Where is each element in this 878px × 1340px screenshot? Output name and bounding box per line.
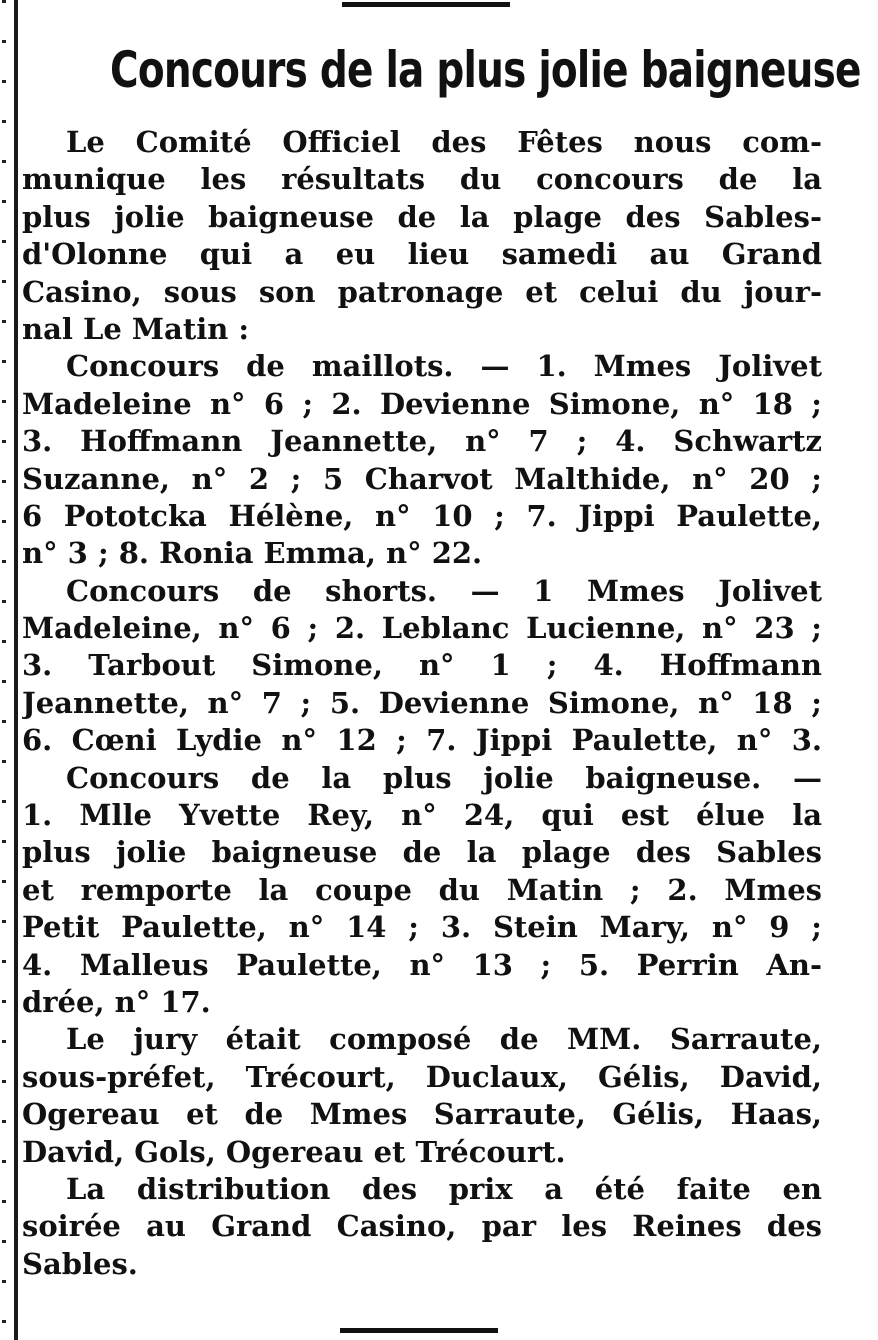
- text-line: d'Olonne qui a eu lieu samedi au Grand: [22, 237, 822, 272]
- text-line: La distribution des prix a été faite en: [66, 1171, 822, 1206]
- text-line: 3. Tarbout Simone, n° 1 ; 4. Hoffmann: [22, 648, 822, 683]
- text-line: drée, n° 17.: [22, 984, 211, 1019]
- text-line: Madeleine, n° 6 ; 2. Leblanc Lucienne, n° 23 ;: [22, 611, 822, 646]
- text-line: plus jolie baigneuse de la plage des Sables: [22, 835, 822, 870]
- paragraph-distribution: [22, 1171, 822, 1283]
- text-line: Petit Paulette, n° 14 ; 3. Stein Mary, n° 9 ;: [22, 910, 822, 945]
- paragraph-maillots: [22, 348, 822, 572]
- text-line: Concours de la plus jolie baigneuse. —: [66, 760, 822, 795]
- text-line: Le jury était composé de MM. Sarraute,: [66, 1022, 822, 1057]
- text-line: Jeannette, n° 7 ; 5. Devienne Simone, n° 18 ;: [22, 685, 822, 720]
- margin-dots: [2, 0, 6, 1340]
- text-line: 6 Pototcka Hélène, n° 10 ; 7. Jippi Paulette,: [22, 498, 822, 533]
- text-line: 1. Mlle Yvette Rey, n° 24, qui est élue la: [22, 798, 822, 833]
- headline: Concours de la plus jolie baigneuse: [110, 41, 861, 99]
- top-separator-rule: [342, 2, 510, 7]
- column-rule: [14, 0, 18, 1340]
- paragraph-intro: [22, 124, 822, 348]
- text-line: Ogereau et de Mmes Sarraute, Gélis, Haas,: [22, 1097, 822, 1132]
- article-body: [22, 124, 822, 1283]
- text-line: Sables.: [22, 1246, 138, 1281]
- text-line: David, Gols, Ogereau et Trécourt.: [22, 1134, 566, 1169]
- bottom-separator-rule: [340, 1328, 498, 1333]
- text-line: Suzanne, n° 2 ; 5 Charvot Malthide, n° 20 ;: [22, 461, 822, 496]
- text-line: et remporte la coupe du Matin ; 2. Mmes: [22, 872, 822, 907]
- text-line: nal Le Matin :: [22, 311, 250, 346]
- paragraph-baigneuse: [22, 760, 822, 1022]
- paragraph-shorts: [22, 573, 822, 760]
- text-line: Concours de shorts. — 1 Mmes Jolivet: [66, 573, 822, 608]
- text-line: 6. Cœni Lydie n° 12 ; 7. Jippi Paulette, n° 3.: [22, 723, 822, 758]
- text-line: n° 3 ; 8. Ronia Emma, n° 22.: [22, 536, 483, 571]
- text-line: 3. Hoffmann Jeannette, n° 7 ; 4. Schwartz: [22, 424, 822, 459]
- text-line: sous-préfet, Trécourt, Duclaux, Gélis, David,: [22, 1059, 822, 1094]
- text-line: plus jolie baigneuse de la plage des Sables-: [22, 199, 822, 234]
- text-line: 4. Malleus Paulette, n° 13 ; 5. Perrin An-: [22, 947, 822, 982]
- text-line: munique les résultats du concours de la: [22, 162, 822, 197]
- text-line: Le Comité Officiel des Fêtes nous com-: [66, 125, 822, 159]
- text-line: Madeleine n° 6 ; 2. Devienne Simone, n° 18 ;: [22, 386, 822, 421]
- text-line: Concours de maillots. — 1. Mmes Jolivet: [66, 349, 822, 384]
- text-line: Casino, sous son patronage et celui du jour-: [22, 274, 822, 309]
- text-line: soirée au Grand Casino, par les Reines des: [22, 1209, 822, 1244]
- article: [22, 26, 861, 1283]
- paragraph-jury: [22, 1021, 822, 1171]
